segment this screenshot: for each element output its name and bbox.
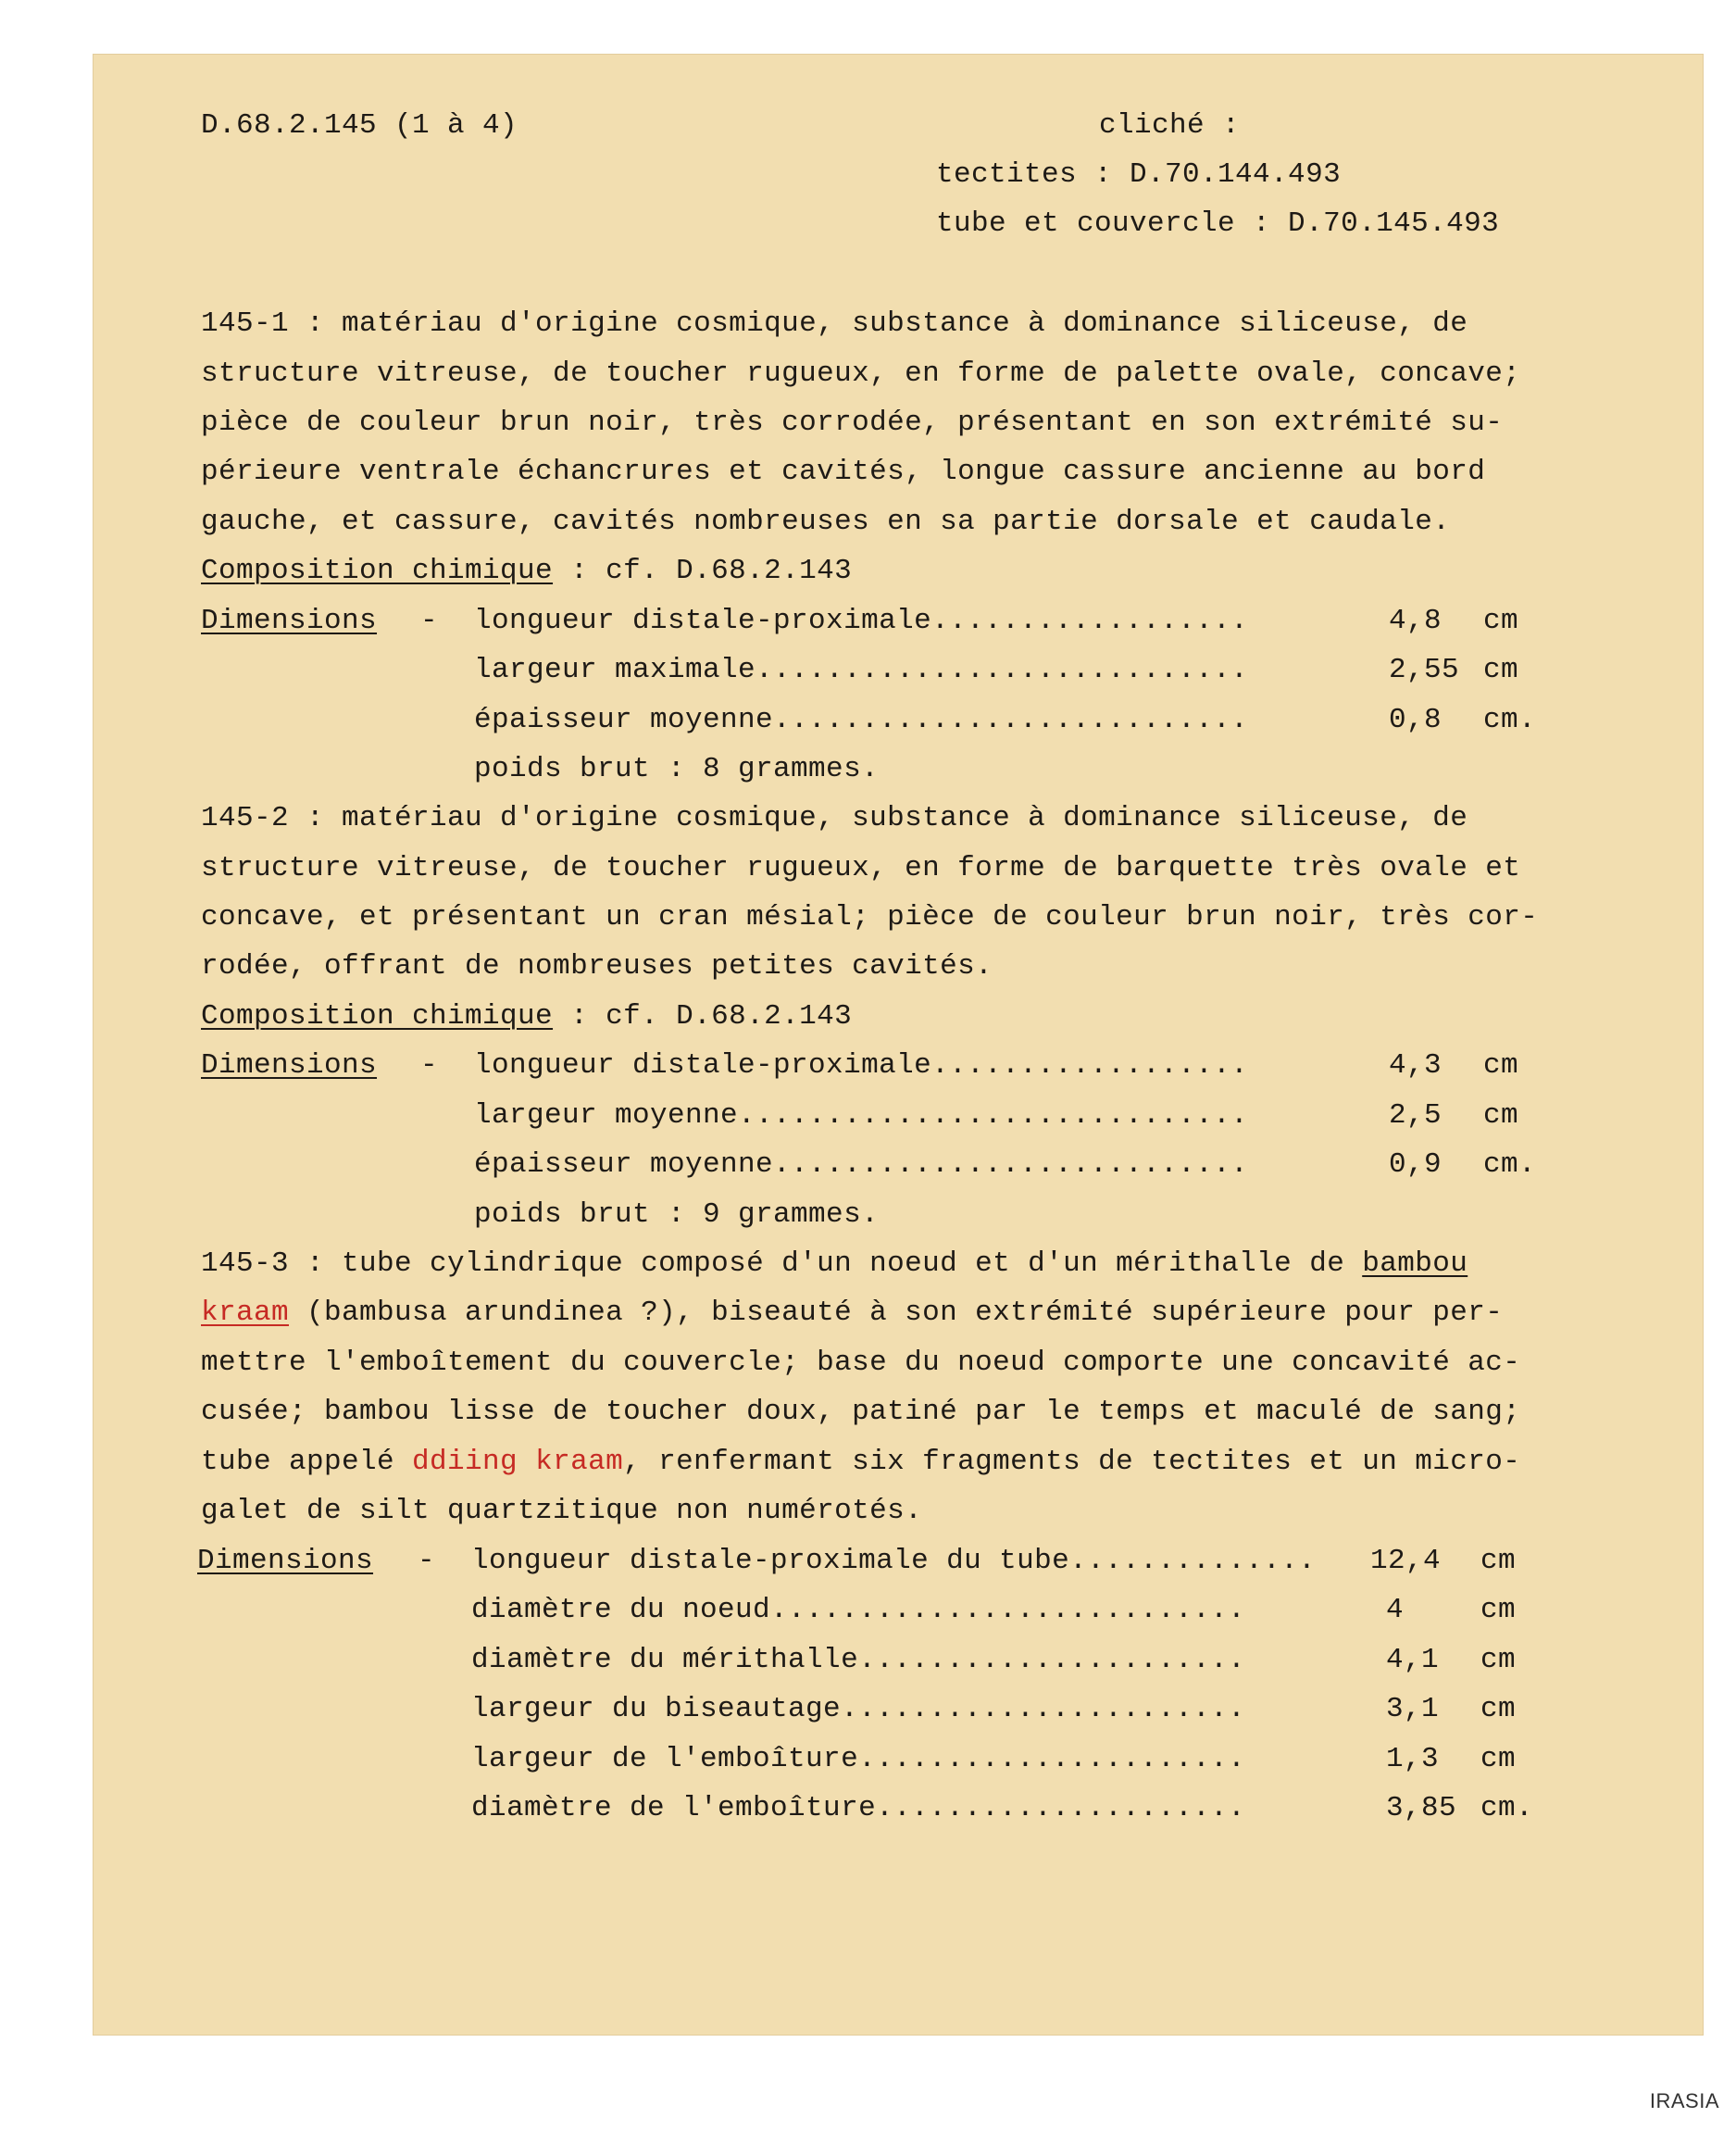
item1-text-line: structure vitreuse, de toucher rugueux, en forme de palette ovale, concave;: [201, 357, 1521, 390]
item3-text-line: galet de silt quartzitique non numérotés.: [201, 1495, 923, 1527]
item3-dim-value: 1,3: [1386, 1743, 1440, 1775]
item3-text-line: [201, 1247, 1467, 1281]
composition-value: : cf. D.68.2.143: [553, 1000, 853, 1033]
item2-dim-label: épaisseur moyenne...........................: [474, 1148, 1249, 1181]
item3-dim-unit: cm.: [1480, 1792, 1534, 1824]
item3-text-span: , renfermant six fragments de tectites et un micro-: [623, 1446, 1521, 1478]
item1-dim-unit: cm: [1483, 654, 1519, 686]
item2-dim-label: longueur distale-proximale..................: [474, 1049, 1249, 1082]
cliche-tube: tube et couvercle : D.70.145.493: [936, 207, 1500, 240]
item3-text-line: [201, 1446, 1520, 1479]
item1-dash: -: [420, 605, 439, 637]
item3-text-line: [201, 1297, 1503, 1330]
item1-text-line: périeure ventrale échancrures et cavités, longue cassure ancienne au bord: [201, 456, 1486, 488]
item2-text-line: 145-2 : matériau d'origine cosmique, substance à dominance siliceuse, de: [201, 802, 1468, 834]
item1-dim-value: 4,8: [1389, 605, 1443, 637]
item3-dim-unit: cm: [1480, 1693, 1517, 1725]
item3-dim-label: diamètre du mérithalle......................: [471, 1644, 1246, 1676]
cliche-tectites: tectites : D.70.144.493: [936, 158, 1342, 191]
item2-dash: -: [420, 1049, 439, 1082]
item2-dim-unit: cm: [1483, 1049, 1519, 1082]
document-page: [93, 54, 1704, 2036]
item3-text-span: (bambusa arundinea ?), biseauté à son extrémité supérieure pour per-: [289, 1297, 1504, 1329]
item3-dim-unit: cm: [1480, 1545, 1517, 1577]
item3-dim-value: 3,85: [1386, 1792, 1457, 1824]
item2-text-line: rodée, offrant de nombreuses petites cavités.: [201, 950, 993, 983]
item1-dim-label: longueur distale-proximale..................: [474, 605, 1249, 637]
item3-dim-value: 4,1: [1386, 1644, 1440, 1676]
item3-dash: -: [418, 1545, 436, 1577]
item2-composition: [201, 1000, 852, 1034]
item3-text-span: tube appelé: [201, 1446, 413, 1478]
item3-dim-label: longueur distale-proximale du tube..............: [471, 1545, 1317, 1577]
item1-text-line: 145-1 : matériau d'origine cosmique, substance à dominance siliceuse, de: [201, 307, 1468, 340]
item1-dim-label: épaisseur moyenne...........................: [474, 704, 1249, 736]
cliche-label: cliché :: [1099, 109, 1241, 142]
item2-dim-unit: cm.: [1483, 1148, 1537, 1181]
document-reference: D.68.2.145 (1 à 4): [201, 109, 518, 142]
item3-dim-label: diamètre du noeud...........................: [471, 1594, 1246, 1626]
item1-text-line: pièce de couleur brun noir, très corrodée, présentant en son extrémité su-: [201, 407, 1504, 439]
item1-dim-label: largeur maximale............................: [474, 654, 1249, 686]
item2-dim-label: largeur moyenne.............................: [474, 1099, 1249, 1132]
item3-text-line: cusée; bambou lisse de toucher doux, patiné par le temps et maculé de sang;: [201, 1396, 1521, 1428]
item3-dimensions-label: Dimensions: [197, 1545, 374, 1577]
item3-dim-unit: cm: [1480, 1644, 1517, 1676]
ddiing-kraam-term: ddiing kraam: [412, 1446, 624, 1478]
item2-text-line: structure vitreuse, de toucher rugueux, en forme de barquette très ovale et: [201, 852, 1521, 884]
item3-dim-value: 4: [1386, 1594, 1405, 1626]
composition-value: : cf. D.68.2.143: [553, 555, 853, 587]
item1-weight: poids brut : 8 grammes.: [474, 753, 880, 785]
item1-dim-unit: cm.: [1483, 704, 1537, 736]
item2-weight: poids brut : 9 grammes.: [474, 1198, 880, 1231]
item2-dim-value: 2,5: [1389, 1099, 1443, 1132]
item3-text-span: 145-3 : tube cylindrique composé d'un noeud et d'un mérithalle de: [201, 1247, 1363, 1280]
kraam-term: kraam: [201, 1297, 290, 1329]
item2-dim-unit: cm: [1483, 1099, 1519, 1132]
item1-text-line: gauche, et cassure, cavités nombreuses en sa partie dorsale et caudale.: [201, 506, 1451, 538]
item3-dim-value: 3,1: [1386, 1693, 1440, 1725]
composition-label: Composition chimique: [201, 1000, 554, 1033]
watermark: IRASIA: [1649, 2089, 1719, 2112]
item2-dim-value: 4,3: [1389, 1049, 1443, 1082]
item1-composition: [201, 555, 852, 588]
item3-dim-unit: cm: [1480, 1743, 1517, 1775]
item2-text-line: concave, et présentant un cran mésial; pièce de couleur brun noir, très cor-: [201, 901, 1539, 933]
item1-dim-value: 2,55: [1389, 654, 1460, 686]
item1-dimensions-label: Dimensions: [201, 605, 378, 637]
bambou-term: bambou: [1362, 1247, 1468, 1280]
item3-text-line: mettre l'emboîtement du couvercle; base du noeud comporte une concavité ac-: [201, 1347, 1521, 1379]
item2-dimensions-label: Dimensions: [201, 1049, 378, 1082]
composition-label: Composition chimique: [201, 555, 554, 587]
item3-dim-label: largeur de l'emboîture......................: [471, 1743, 1246, 1775]
item2-dim-value: 0,9: [1389, 1148, 1443, 1181]
item3-dim-label: largeur du biseautage.......................: [471, 1693, 1246, 1725]
item1-dim-unit: cm: [1483, 605, 1519, 637]
item1-dim-value: 0,8: [1389, 704, 1443, 736]
item3-dim-unit: cm: [1480, 1594, 1517, 1626]
item3-dim-value: 12,4: [1370, 1545, 1442, 1577]
item3-dim-label: diamètre de l'emboîture.....................: [471, 1792, 1246, 1824]
